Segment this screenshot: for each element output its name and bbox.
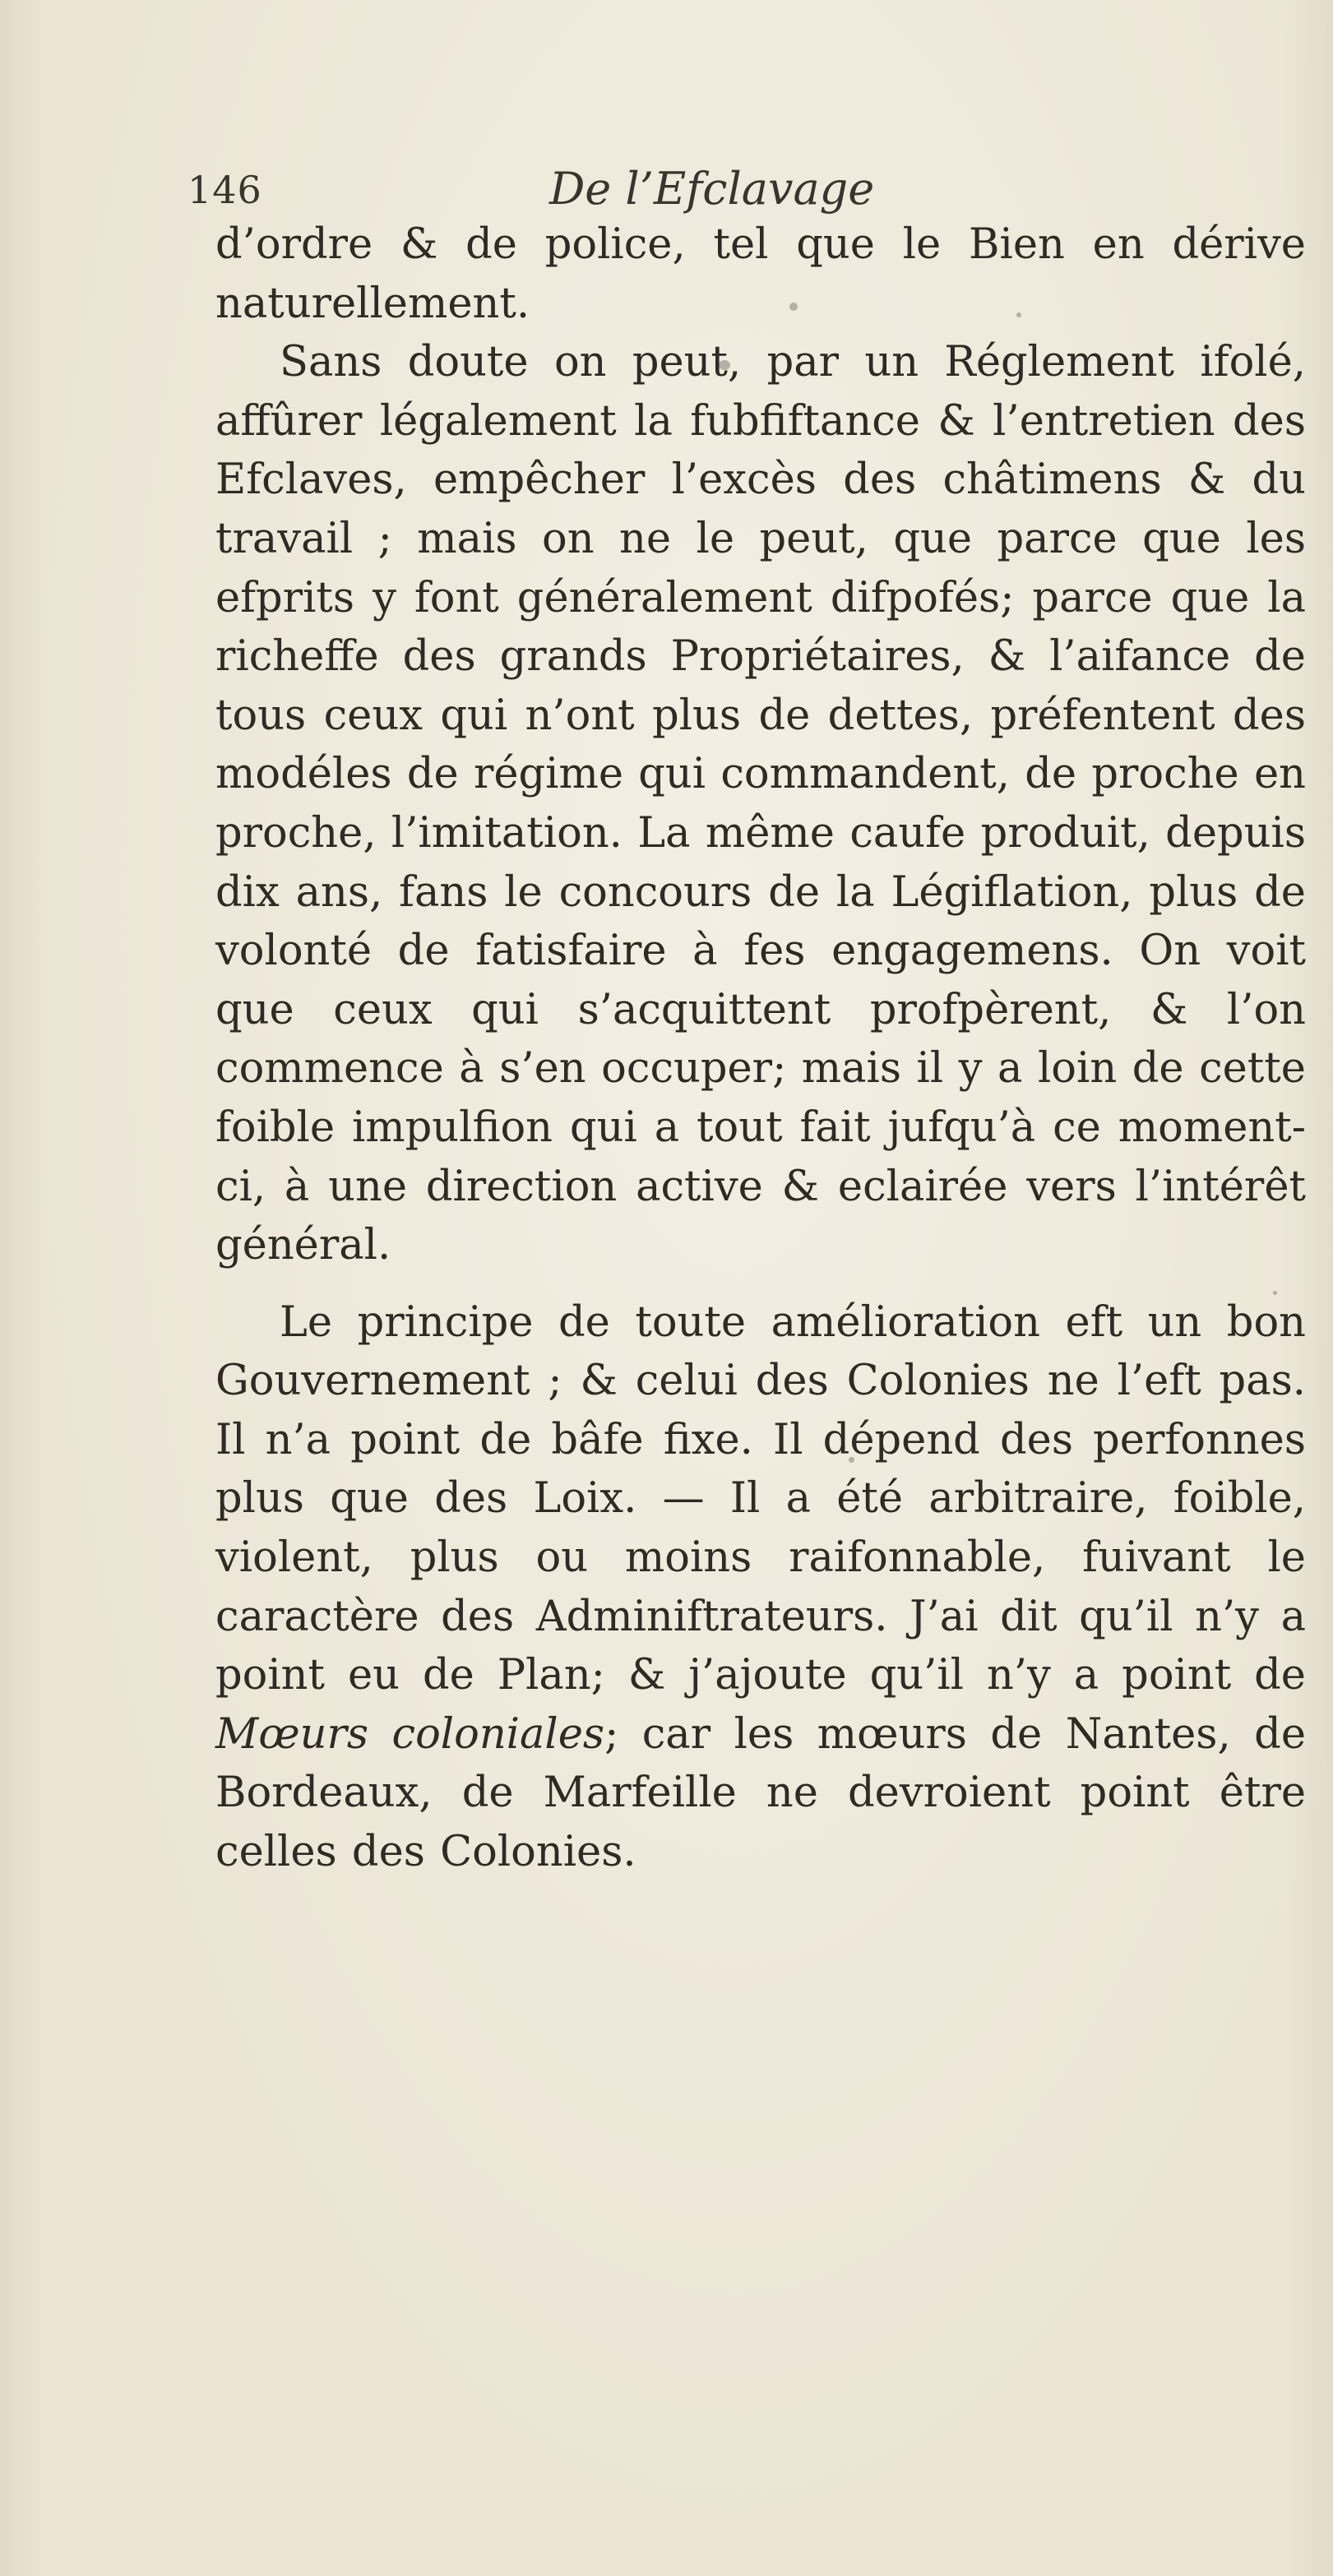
text-body xyxy=(215,215,1306,1882)
paragraph-text: Le principe de toute amélioration eft un bon Gouvernement ; & celui des Colonies ne l’eft pas. Il n’a point de bâfe fixe. Il dépend des perfonnes plus que des Loix. — Il a été arbitraire, foible, violent, plus ou moins raifonnable, fuivant le caractère des Adminiftrateurs. J’ai dit qu’il n’y a point eu de Plan; & j’ajoute qu’il n’y a point de xyxy=(215,1297,1306,1700)
paragraph-text: Sans doute on peut, par un Réglement ifolé, affûrer légalement la fubfiftance & l’entretien des Efclaves, empêcher l’excès des châtimens & du travail ; mais on ne le peut, que parce que les efprits y font généralement difpofés; parce que la richeffe des grands Propriétaires, & l’aifance de tous ceux qui n’ont plus de dettes, préfentent des modéles de régime qui commandent, de proche en proche, l’imitation. La même caufe produit, depuis dix ans, fans le concours de la Légiflation, plus de volonté de fatisfaire à fes engagemens. On voit que ceux qui s’acquittent profpèrent, & l’on commence à s’en occuper; mais il y a loin de cette foible impulfion qui a tout fait jufqu’à ce moment-ci, à une direction active & eclairée vers l’intérêt général. xyxy=(215,338,1306,1270)
running-title: De l’Efclavage xyxy=(549,163,875,215)
paragraph-text: d’ordre & de police, tel que le Bien en dérive naturellement. xyxy=(215,220,1306,328)
italic-phrase: Mœurs coloniales xyxy=(215,1709,605,1759)
paragraph xyxy=(215,333,1306,1275)
paragraph xyxy=(215,215,1306,333)
paper-speck xyxy=(789,303,798,311)
paper-speck xyxy=(1273,1291,1277,1295)
paper-speck xyxy=(719,360,730,370)
paragraph-text-continued: ; car les mœurs de Nantes, de Bordeaux, de Marfeille ne devroient point être celles des Colonies. xyxy=(215,1709,1306,1877)
paper-speck xyxy=(1016,312,1021,317)
page-number: 146 xyxy=(187,168,262,212)
paragraph xyxy=(215,1293,1306,1882)
paper-speck xyxy=(849,1457,854,1463)
